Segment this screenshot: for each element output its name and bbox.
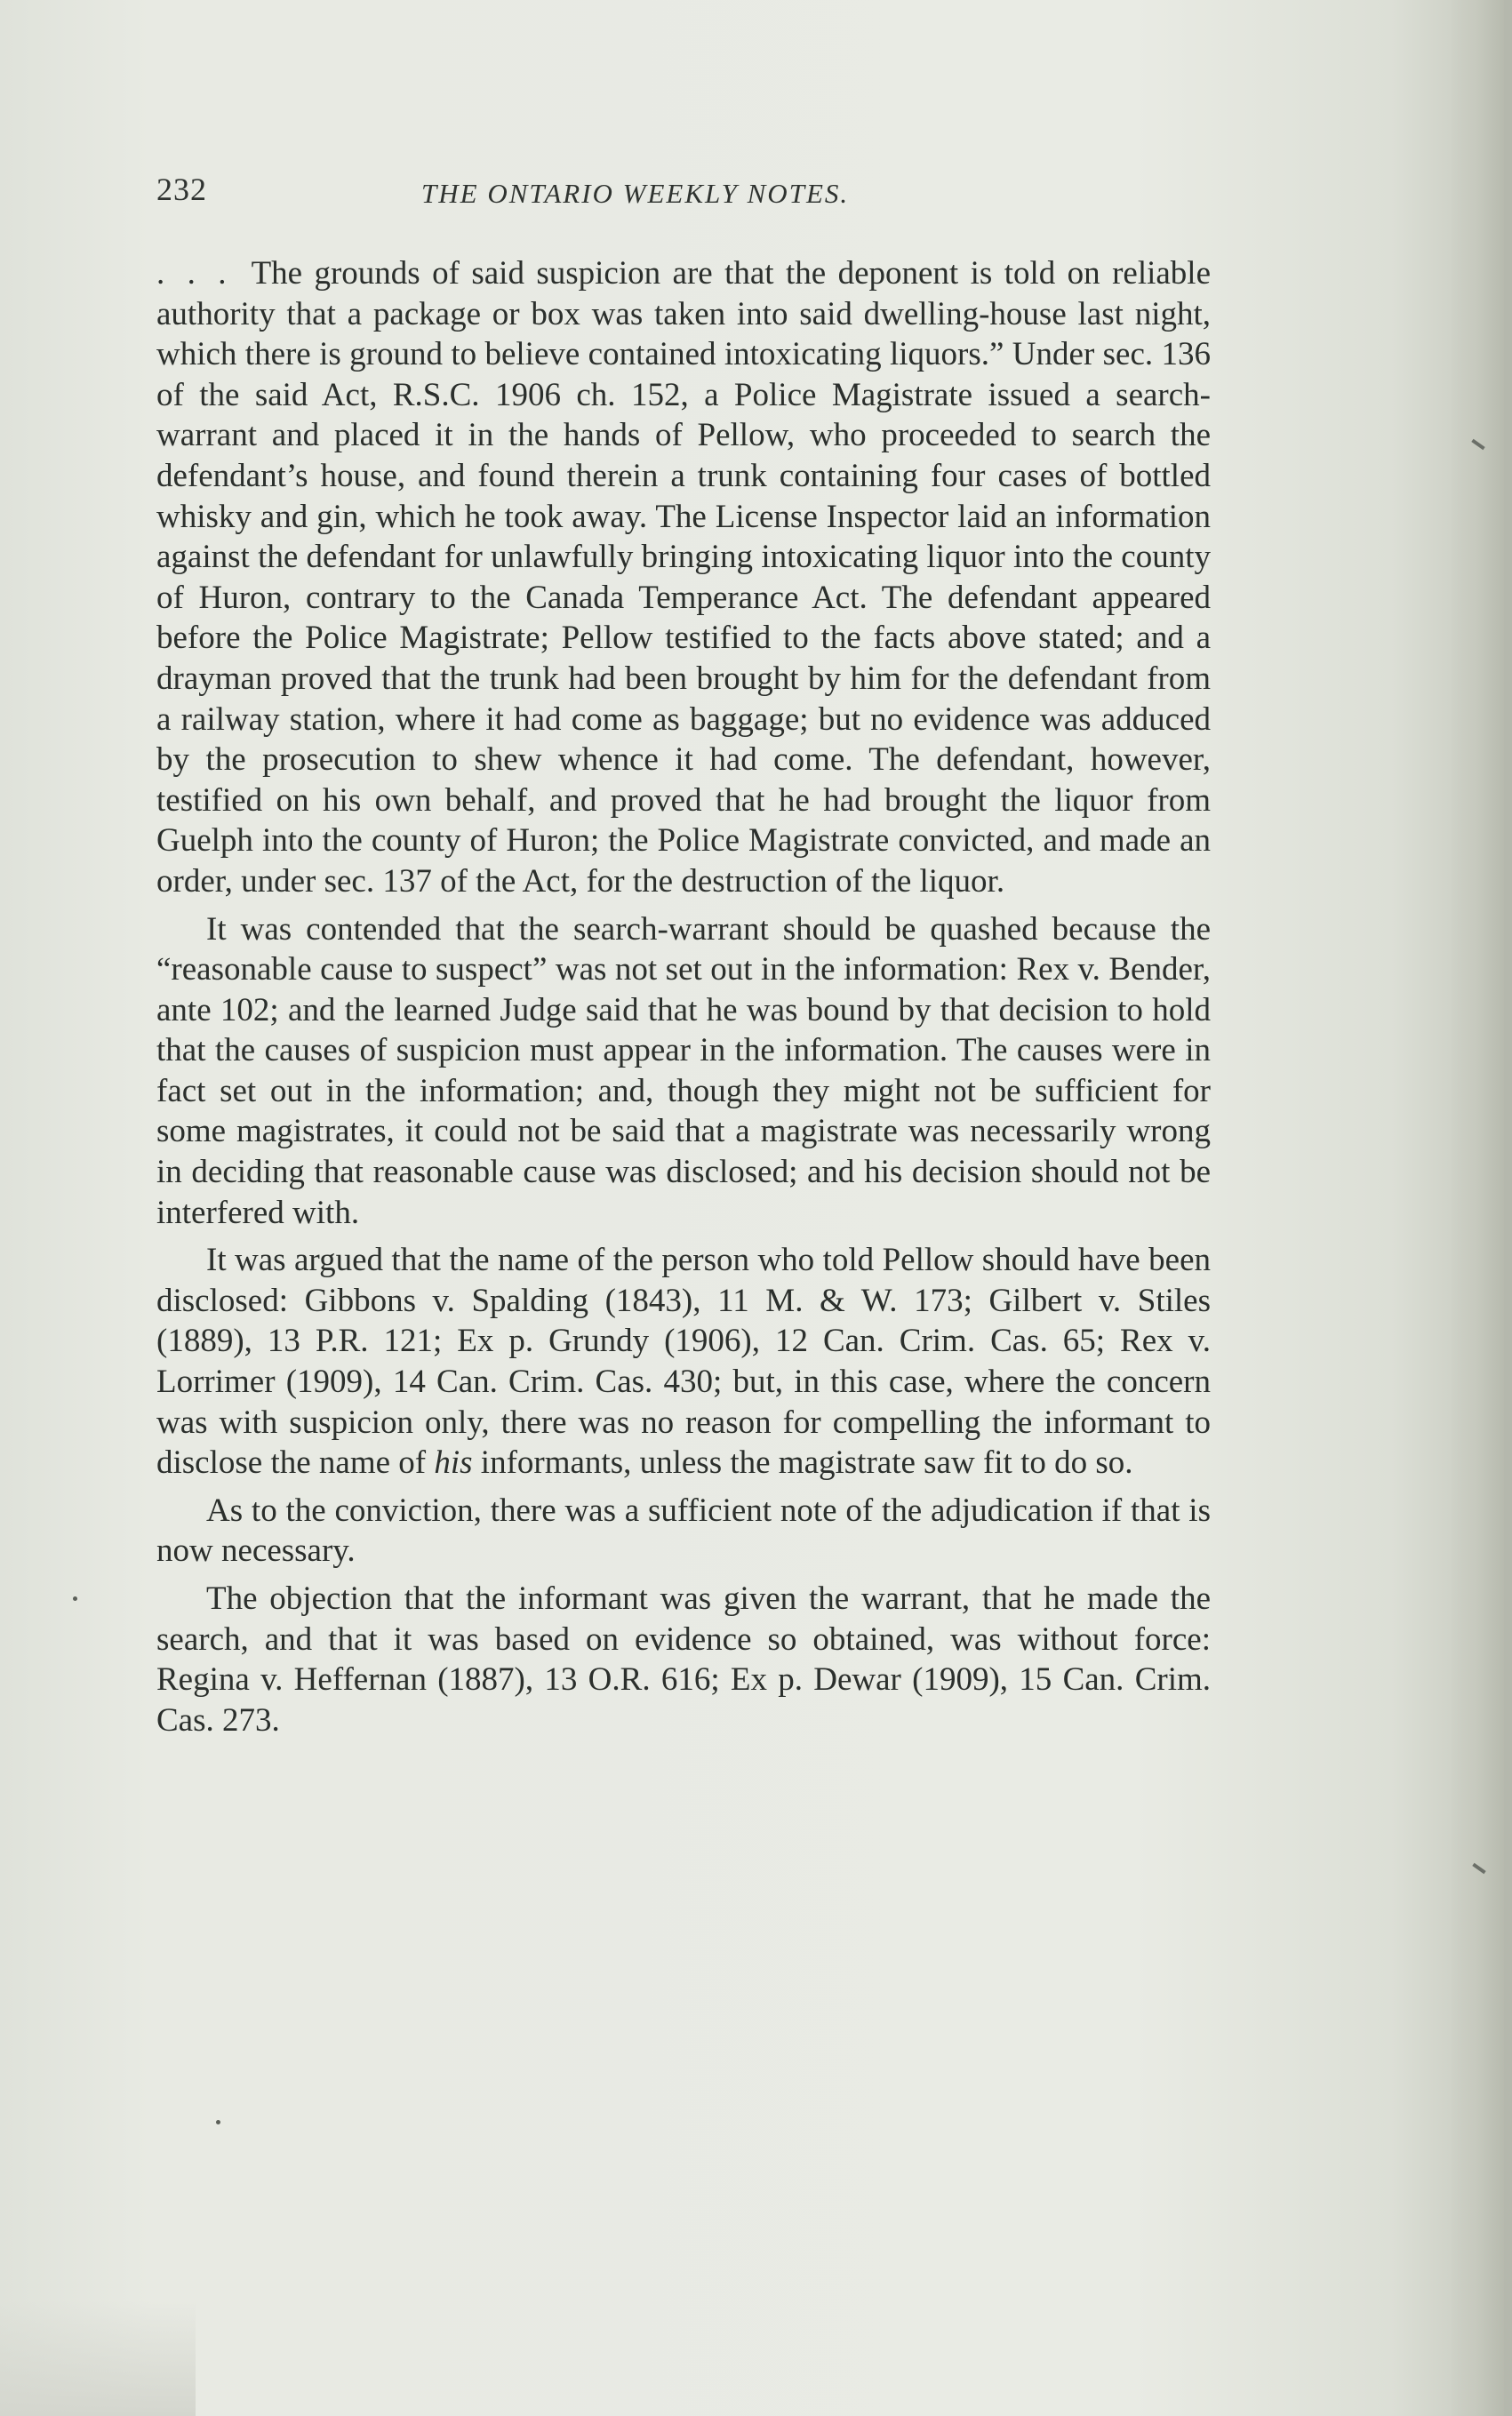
specks (216, 2120, 220, 2124)
paragraph: It was contended that the search-warrant should be quashed because the “reasonable cause to suspect” was not set out in the information: Rex v. Bender, ante 102; and the learned Judge said that he was bound by that decision to hold that the causes of suspicion must appear in the information. The causes were in fact set out in the information; and, though they might not be sufficient for some magistrates, it could not be said that a magistrate was necessarily wrong in deciding that reasonable cause was disclosed; and his decision should not be interfered with. (156, 910, 1211, 1231)
paragraph-text: It was argued that the name of the person who told Pellow should have been disclosed: Gibbons v. Spalding (1843), 11 M. & W. 173; Gilbert v. Stiles (1889), 13 P.R. 121; Ex p. Grundy (1906), 12 Can. Crim. Cas. 65; Rex v. Lorrimer (1909), 14 Can. Crim. Cas. 430; but, in this case, where the concern was with suspicion only, there was no reason for compelling the informant to disclose the name of (156, 1242, 1211, 1482)
ellipsis: . . . (156, 255, 232, 292)
paragraph: As to the conviction, there was a sufficient note of the adjudication if that is now necessary. (156, 1492, 1211, 1570)
paragraph (156, 1240, 1211, 1484)
next-page-edge (1504, 0, 1512, 2416)
italic-word: his (434, 1444, 473, 1482)
page-number: 232 (156, 172, 207, 207)
specks (73, 1596, 77, 1601)
running-head: THE ONTARIO WEEKLY NOTES. (421, 178, 850, 209)
paragraph-text: The grounds of said suspicion are that the deponent is told on reliable authority that a package or box was taken into said dwelling-house last night, which there is ground to believe contained intoxicating liquors.” Under sec. 136 of the said Act, R.S.C. 1906 ch. 152, a Police Magistrate issued a search-warrant and placed it in the hands of Pellow, who proceeded to search the defendant’s house, and found therein a trunk containing four cases of bottled whisky and gin, which he took away. The License Inspector laid an information against the defendant for unlawfully bringing intoxicating liquor into the county of Huron, contrary to the Canada Temperance Act. The defendant appeared before the Police Magistrate; Pellow testified to the facts above stated; and a drayman proved that the trunk had been brought by him for the defendant from a railway station, where it had come as baggage; but no evidence was adduced by the prosecution to shew whence it had come. The defendant, however, testified on his own behalf, and proved that he had brought the liquor from Guelph into the county of Huron; the Police Magistrate convicted, and made an order, under sec. 137 of the Act, for the destruction of the liquor. (156, 255, 1211, 900)
page-gutter-shadow (1450, 0, 1512, 2416)
paragraph-text: informants, unless the magistrate saw fit to do so. (480, 1444, 1133, 1482)
paragraph (156, 253, 1211, 902)
paragraph: The objection that the informant was given the warrant, that he made the search, and that it was based on evidence so obtained, was without force: Regina v. Heffernan (1887), 13 O.R. 616; Ex p. Dewar (1909), 15 Can. Crim. Cas. 273. (156, 1580, 1211, 1739)
page-corner-shade (0, 2300, 196, 2416)
body-text (156, 253, 1211, 1748)
